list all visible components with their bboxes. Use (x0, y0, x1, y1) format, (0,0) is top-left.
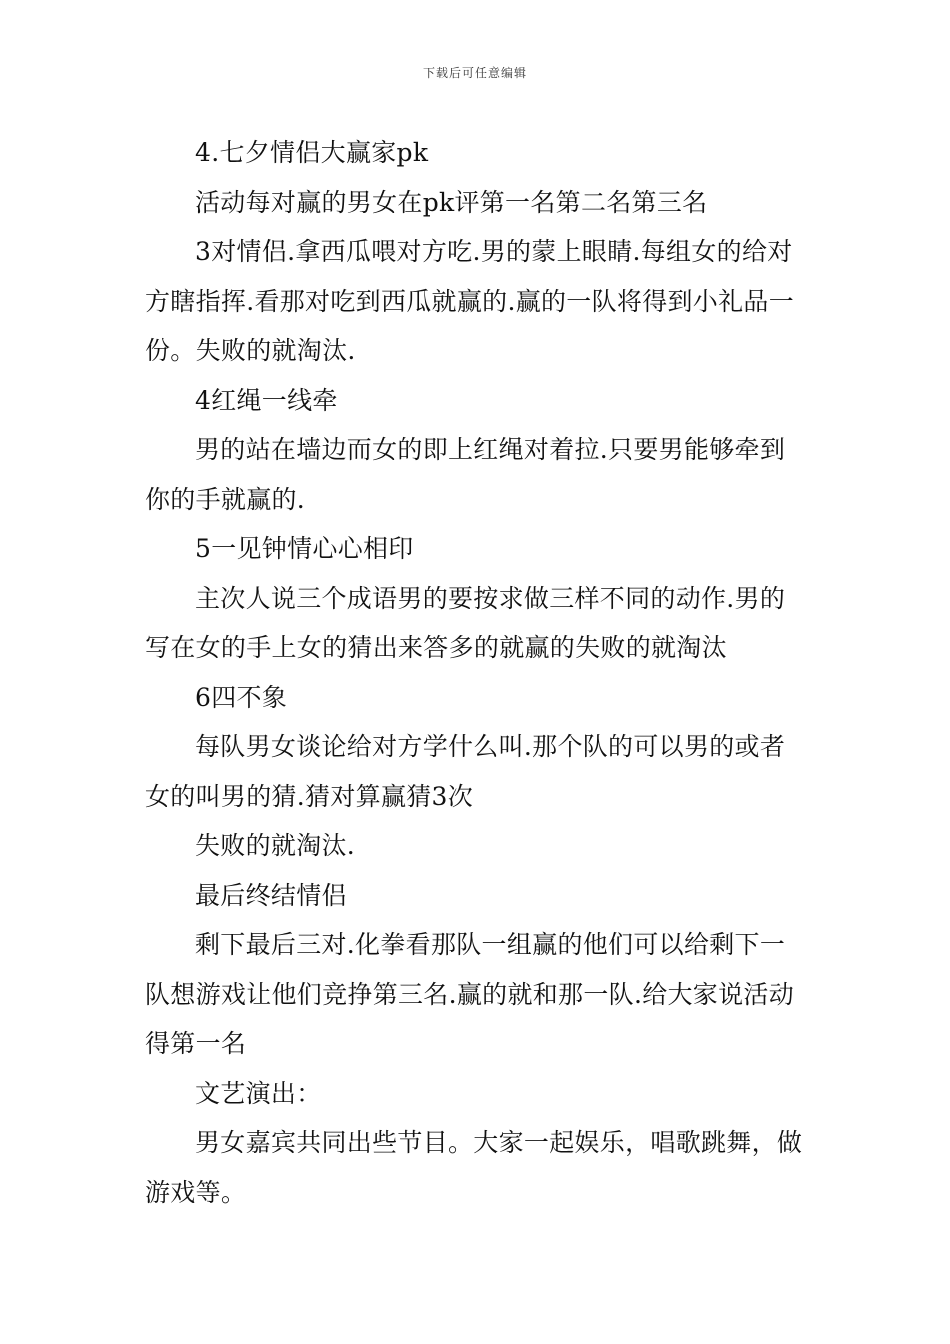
paragraph-four-unlike-title: 6四不象 (195, 682, 288, 712)
paragraph-love-at-first-sight-title: 5一见钟情心心相印 (195, 534, 414, 563)
paragraph-red-rope-rules: 男的站在墙边而女的即上红绳对着拉.只要男能够牵到你的手就赢的. (145, 435, 786, 514)
paragraph-love-at-first-sight-rules: 主次人说三个成语男的要按求做三样不同的动作.男的写在女的手上女的猜出来答多的就赢的失败的就淘汰 (145, 583, 786, 662)
paragraph-red-rope-title: 4红绳一线牵 (195, 385, 338, 415)
paragraph-four-unlike-rules: 每队男女谈论给对方学什么叫.那个队的可以男的或者女的叫男的猜.猜对算赢猜3次 (145, 732, 786, 811)
paragraph-final-couples-title: 最后终结情侣 (195, 880, 347, 910)
paragraph-game-4-title: 4.七夕情侣大赢家pk (195, 138, 429, 167)
page-header: 下载后可任意编辑 (422, 66, 527, 80)
document-body (145, 128, 810, 1217)
paragraph-watermelon-rules: 3对情侣.拿西瓜喂对方吃.男的蒙上眼睛.每组女的给对方瞎指挥.看那对吃到西瓜就赢的.赢的一队将得到小礼品一份。失败的就淘汰. (145, 237, 794, 365)
paragraph-game-4-desc: 活动每对赢的男女在pk评第一名第二名第三名 (195, 187, 708, 217)
paragraph-performance-title: 文艺演出： (195, 1078, 322, 1108)
paragraph-performance-desc: 男女嘉宾共同出些节目。大家一起娱乐，唱歌跳舞，做游戏等。 (145, 1128, 803, 1207)
paragraph-elimination-note: 失败的就淘汰. (195, 831, 356, 860)
paragraph-final-couples-rules: 剩下最后三对.化拳看那队一组赢的他们可以给剩下一队想游戏让他们竞挣第三名.赢的就和那一队.给大家说活动得第一名 (145, 930, 794, 1058)
